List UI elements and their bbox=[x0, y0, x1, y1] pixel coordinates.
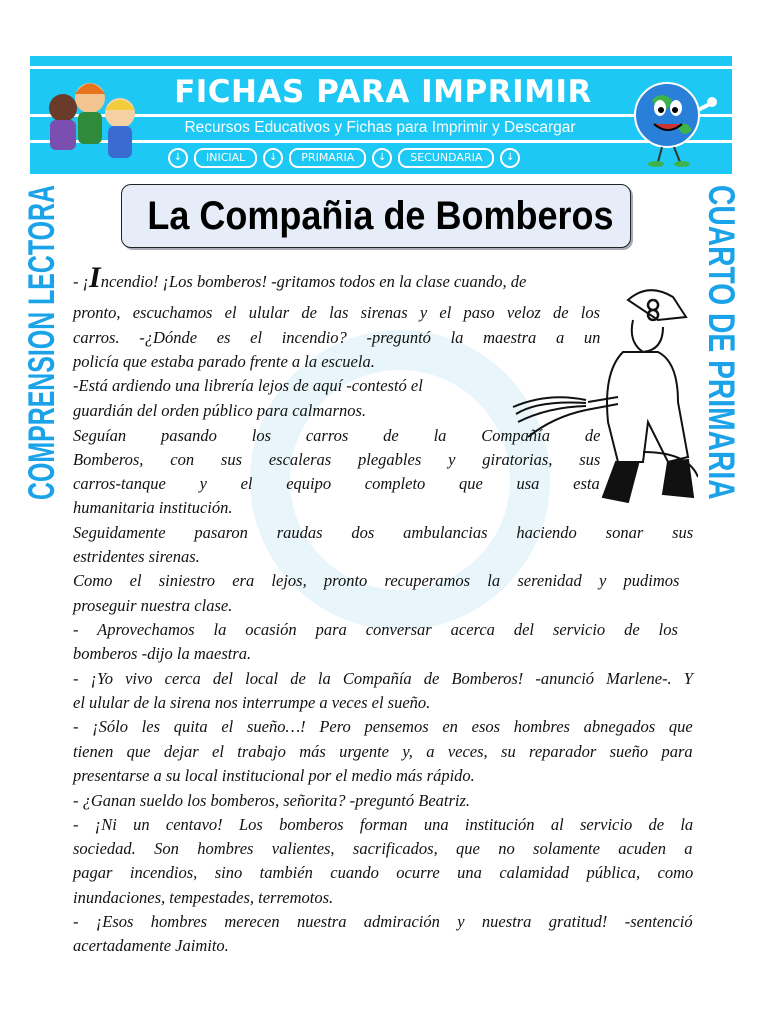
nav-primaria[interactable]: PRIMARIA bbox=[289, 148, 366, 168]
story-line: tienen que dejar el trabajo más urgente y, a veces, su reparador sueño para bbox=[73, 742, 693, 761]
arrow-down-icon: ↓ bbox=[168, 148, 188, 168]
story-line: - ¡Ni un centavo! Los bomberos forman una institución al servicio de la bbox=[73, 815, 694, 834]
story-line: sociedad. Son hombres valientes, sacrificados, que no solamente acuden a bbox=[73, 839, 693, 858]
story-line: Seguían pasando los carros de la Compañía de bbox=[73, 426, 601, 445]
nav-inicial[interactable]: INICIAL bbox=[194, 148, 257, 168]
story-line: estridentes sirenas. bbox=[73, 547, 200, 566]
arrow-down-icon: ↓ bbox=[372, 148, 392, 168]
story-line: carros-tanque y el equipo completo que usa esta bbox=[73, 474, 600, 493]
side-label-right-wrap bbox=[700, 185, 742, 500]
story-line: Seguidamente pasaron raudas dos ambulancias haciendo sonar sus bbox=[73, 523, 694, 542]
story-line: - ¡Yo vivo cerca del local de la Compañía de Bomberos! -anunció Marlene-. Y bbox=[73, 669, 693, 688]
story-line: presentarse a su local institucional por el medio más rápido. bbox=[73, 766, 475, 785]
arrow-down-icon: ↓ bbox=[263, 148, 283, 168]
globe-mascot-illustration bbox=[622, 70, 722, 170]
story-line: -Está ardiendo una librería lejos de aquí -contestó el bbox=[73, 376, 423, 395]
story-line: policía que estaba parado frente a la escuela. bbox=[73, 352, 375, 371]
story-line: - ¡Incendio! ¡Los bomberos! -gritamos todos en la clase cuando, de bbox=[73, 261, 527, 294]
site-title[interactable]: FICHAS PARA IMPRIMIR bbox=[174, 74, 592, 110]
story-line: el ulular de la sirena nos interrumpe a veces el sueño. bbox=[73, 693, 431, 712]
side-label-left: COMPRENSION LECTORA bbox=[21, 185, 62, 500]
story-line: proseguir nuestra clase. bbox=[73, 596, 233, 615]
side-label-right: CUARTO DE PRIMARIA bbox=[701, 185, 742, 500]
arrow-down-icon: ↓ bbox=[500, 148, 520, 168]
drop-cap: I bbox=[89, 261, 101, 294]
worksheet-title: La Compañia de Bomberos bbox=[147, 194, 614, 238]
story-line: - ¡Esos hombres merecen nuestra admiración y nuestra gratitud! -sentenció bbox=[73, 912, 693, 931]
side-label-left-wrap bbox=[21, 185, 63, 500]
story-line: - ¡Sólo les quita el sueño…! Pero pensemos en esos hombres abnegados que bbox=[73, 717, 693, 736]
story-line: inundaciones, tempestades, terremotos. bbox=[73, 888, 334, 907]
story-line: bomberos -dijo la maestra. bbox=[73, 644, 252, 663]
story-line: pagar incendios, sino también cuando ocurre una calamidad pública, como bbox=[73, 863, 694, 882]
worksheet-title-box bbox=[121, 184, 631, 248]
story-line: - Aprovechamos la ocasión para conversar acerca del servicio de los bbox=[73, 620, 678, 639]
site-nav bbox=[168, 148, 520, 168]
nav-secundaria[interactable]: SECUNDARIA bbox=[398, 148, 494, 168]
site-subtitle: Recursos Educativos y Fichas para Imprimir y Descargar bbox=[184, 119, 576, 136]
story-line: humanitaria institución. bbox=[73, 498, 233, 517]
site-banner bbox=[30, 56, 732, 174]
story-line: acertadamente Jaimito. bbox=[73, 936, 229, 955]
kids-illustration bbox=[38, 68, 148, 168]
story-line: Bomberos, con sus escaleras plegables y giratorias, sus bbox=[73, 450, 601, 469]
story-line: - ¿Ganan sueldo los bomberos, señorita? -preguntó Beatriz. bbox=[73, 791, 471, 810]
story-line: guardián del orden público para calmarnos. bbox=[73, 401, 367, 420]
story-line: carros. -¿Dónde es el incendio? -preguntó la maestra a un bbox=[73, 328, 601, 347]
story-line: Como el siniestro era lejos, pronto recuperamos la serenidad y pudimos bbox=[73, 571, 680, 590]
story-line: pronto, escuchamos el ulular de las sirenas y el paso veloz de los bbox=[73, 303, 601, 322]
